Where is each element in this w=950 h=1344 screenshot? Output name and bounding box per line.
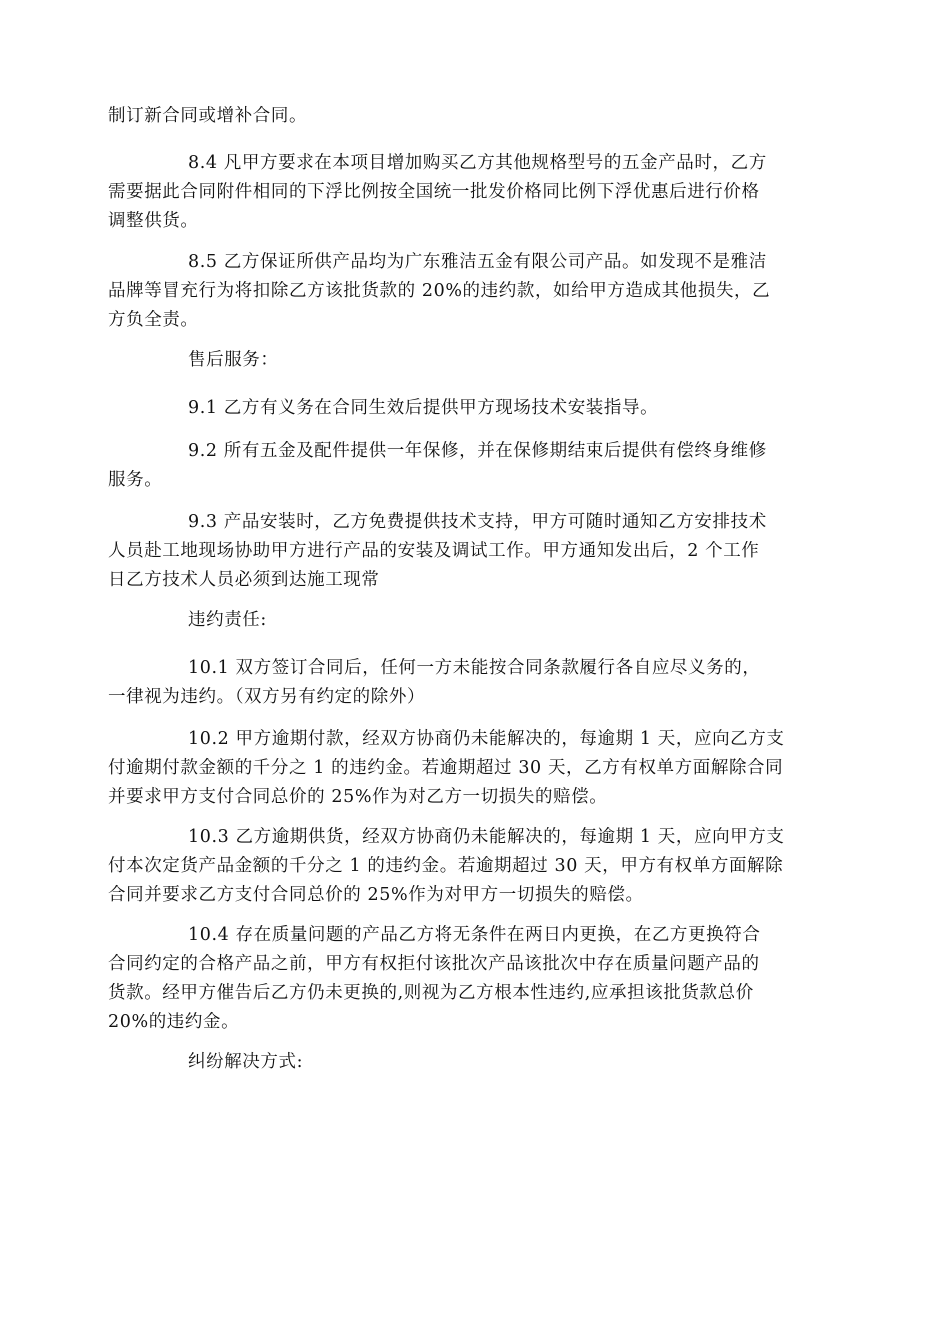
- text-line: 人员赴工地现场协助甲方进行产品的安装及调试工作。甲方通知发出后，2 个工作: [108, 541, 760, 561]
- paragraph-continuation: [108, 102, 846, 131]
- text-line: 日乙方技术人员必须到达施工现常: [108, 570, 380, 590]
- text-line: 售后服务：: [188, 350, 279, 370]
- text-line: 付本次定货产品金额的千分之 1 的违约金。若逾期超过 30 天，甲方有权单方面解除: [108, 856, 784, 876]
- text-line: 并要求甲方支付合同总价的 25%作为对乙方一切损失的赔偿。: [108, 787, 608, 807]
- text-line: 货款。经甲方催告后乙方仍未更换的,则视为乙方根本性违约,应承担该批货款总价: [108, 983, 754, 1003]
- text-line: 付逾期付款金额的千分之 1 的违约金。若逾期超过 30 天，乙方有权单方面解除合同: [108, 758, 784, 778]
- clause-10-3: [108, 823, 846, 910]
- text-line: 9.1 乙方有义务在合同生效后提供甲方现场技术安装指导。: [188, 398, 659, 418]
- text-line: 一律视为违约。（双方另有约定的除外）: [108, 687, 426, 707]
- text-line: 调整供货。: [108, 211, 199, 231]
- text-line: 10.2 甲方逾期付款，经双方协商仍未能解决的，每逾期 1 天，应向乙方支: [188, 729, 785, 749]
- text-line: 合同约定的合格产品之前，甲方有权拒付该批次产品该批次中存在质量问题产品的: [108, 954, 760, 974]
- text-line: 10.1 双方签订合同后，任何一方未能按合同条款履行各自应尽义务的，: [188, 658, 761, 678]
- clause-8-5: [108, 248, 846, 335]
- text-line: 合同并要求乙方支付合同总价的 25%作为对甲方一切损失的赔偿。: [108, 885, 644, 905]
- text-line: 纠纷解决方式:: [188, 1052, 304, 1072]
- text-line: 9.2 所有五金及配件提供一年保修，并在保修期结束后提供有偿终身维修: [188, 441, 767, 461]
- clause-9-3: [108, 508, 846, 595]
- text-line: 方负全责。: [108, 310, 199, 330]
- section-heading-dispute-resolution: [108, 1048, 846, 1077]
- text-line: 10.3 乙方逾期供货，经双方协商仍未能解决的，每逾期 1 天，应向甲方支: [188, 827, 785, 847]
- text-line: 8.5 乙方保证所供产品均为广东雅洁五金有限公司产品。如发现不是雅洁: [188, 252, 767, 272]
- clause-10-2: [108, 725, 846, 812]
- text-line: 品牌等冒充行为将扣除乙方该批货款的 20%的违约款，如给甲方造成其他损失，乙: [108, 281, 771, 301]
- text-line: 需要据此合同附件相同的下浮比例按全国统一批发价格同比例下浮优惠后进行价格: [108, 182, 760, 202]
- text-line: 8.4 凡甲方要求在本项目增加购买乙方其他规格型号的五金产品时，乙方: [188, 153, 767, 173]
- section-heading-after-sales: [108, 346, 846, 375]
- text-line: 违约责任:: [188, 610, 267, 630]
- text-line: 制订新合同或增补合同。: [108, 106, 308, 126]
- clause-8-4: [108, 149, 846, 236]
- text-line: 10.4 存在质量问题的产品乙方将无条件在两日内更换，在乙方更换符合: [188, 925, 761, 945]
- section-heading-breach: [108, 606, 846, 635]
- text-line: 服务。: [108, 470, 163, 490]
- clause-10-4: [108, 921, 846, 1037]
- clause-9-1: [108, 394, 846, 423]
- text-line: 20%的违约金。: [108, 1012, 240, 1032]
- clause-9-2: [108, 437, 846, 495]
- clause-10-1: [108, 654, 846, 712]
- text-line: 9.3 产品安装时，乙方免费提供技术支持，甲方可随时通知乙方安排技术: [188, 512, 767, 532]
